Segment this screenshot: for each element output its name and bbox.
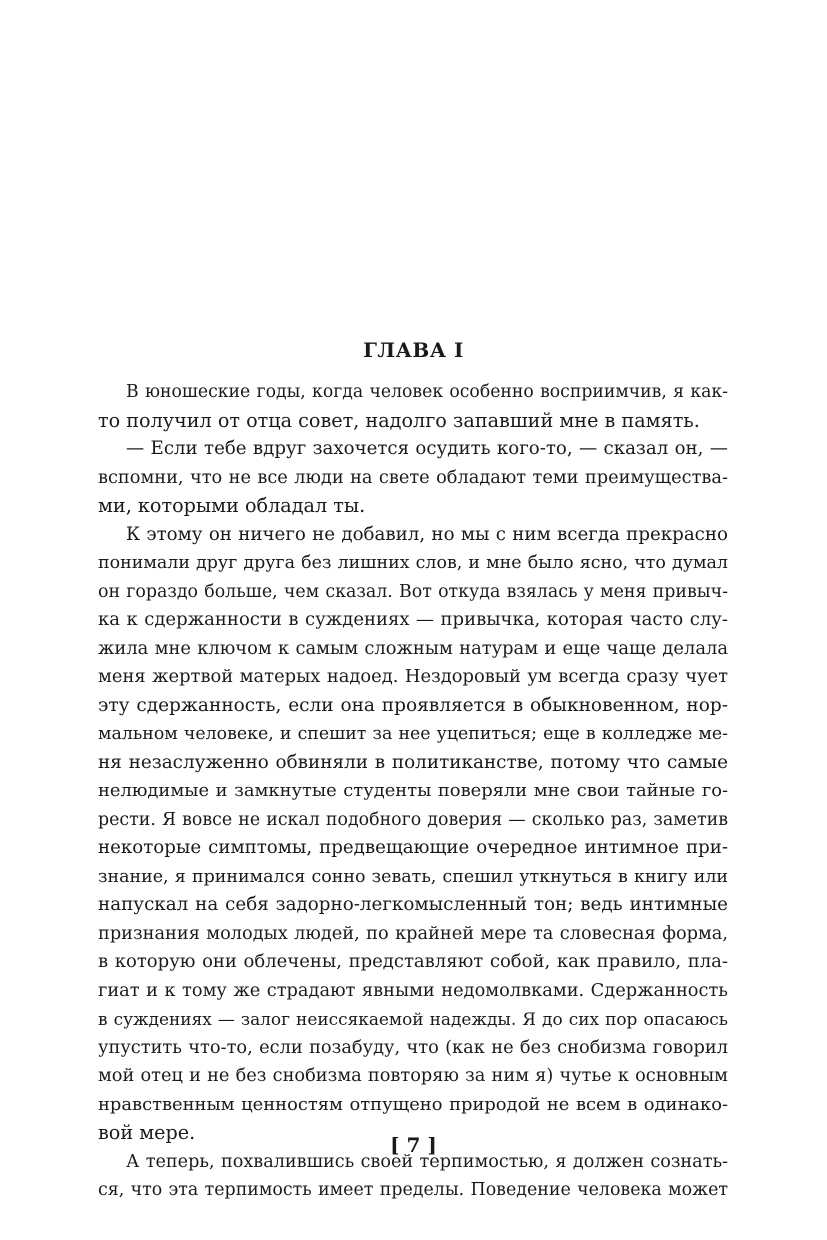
text-line: нелюдимые и замкнутые студенты поверяли мне свои тайные го- [98, 780, 728, 801]
text-line: А теперь, похвалившись своей терпимостью, я должен сознать- [126, 1151, 728, 1172]
text-line: рести. Я вовсе не искал подобного доверия — сколько раз, заметив [98, 809, 728, 830]
text-line: в суждениях — залог неиссякаемой надежды. Я до сих пор опасаюсь [98, 1009, 728, 1029]
text-line: напускал на себя задорно-легкомысленный тон; ведь интимные [98, 894, 728, 915]
text-line: нравственным ценностям отпущено природой не всем в одинако- [98, 1093, 728, 1115]
text-line: гиат и к тому же страдают явными недомолвками. Сдержанность [98, 979, 728, 1001]
text-line: то получил от отца совет, надолго запавший мне в память. [98, 408, 700, 432]
body-text [98, 378, 728, 1205]
text-line: в которую они облечены, представляют собой, как правило, пла- [98, 951, 728, 972]
text-line: эту сдержанность, если она проявляется в обыкновенном, нор- [98, 694, 728, 716]
text-line: ся, что эта терпимость имеет пределы. Поведение человека может [98, 1180, 728, 1200]
text-line: вой мере. [98, 1121, 196, 1144]
text-line: ня незаслуженно обвиняли в политиканстве, потому что самые [98, 751, 728, 773]
text-line: вспомни, что не все люди на свете обладают теми преимущества- [98, 467, 728, 488]
text-line: — Если тебе вдруг захочется осудить кого-то, — сказал он, — [126, 438, 728, 459]
text-line: ми, которыми обладал ты. [98, 494, 366, 517]
page-number: [ 7 ] [390, 1133, 437, 1157]
text-line: ка к сдержанности в суждениях — привычка, которая часто слу- [98, 609, 728, 630]
text-line: К этому он ничего не добавил, но мы с ним всегда прекрасно [126, 523, 728, 545]
text-line: жила мне ключом к самым сложным натурам и еще чаще делала [98, 637, 728, 659]
text-line: мальном человеке, и спешит за нее уцепиться; еще в колледже ме- [98, 724, 728, 744]
chapter-title: ГЛАВА I [363, 338, 464, 362]
text-line: он гораздо больше, чем сказал. Вот откуда взялась у меня привыч- [98, 581, 728, 602]
text-line: некоторые симптомы, предвещающие очередное интимное при- [98, 837, 728, 858]
text-line: понимали друг друга без лишних слов, и мне было ясно, что думал [98, 553, 728, 573]
text-line: В юношеские годы, когда человек особенно восприимчив, я как- [126, 382, 728, 402]
text-line: упустить что-то, если позабуду, что (как не без снобизма говорил [98, 1036, 728, 1058]
text-line: признания молодых людей, по крайней мере та словесная форма, [98, 923, 728, 944]
text-line: мой отец и не без снобизма повторяю за ним я) чутье к основным [98, 1066, 728, 1086]
text-line: знание, я принимался сонно зевать, спешил уткнуться в книгу или [98, 866, 728, 887]
text-line: меня жертвой матерых надоед. Нездоровый ум всегда сразу чует [98, 666, 728, 687]
